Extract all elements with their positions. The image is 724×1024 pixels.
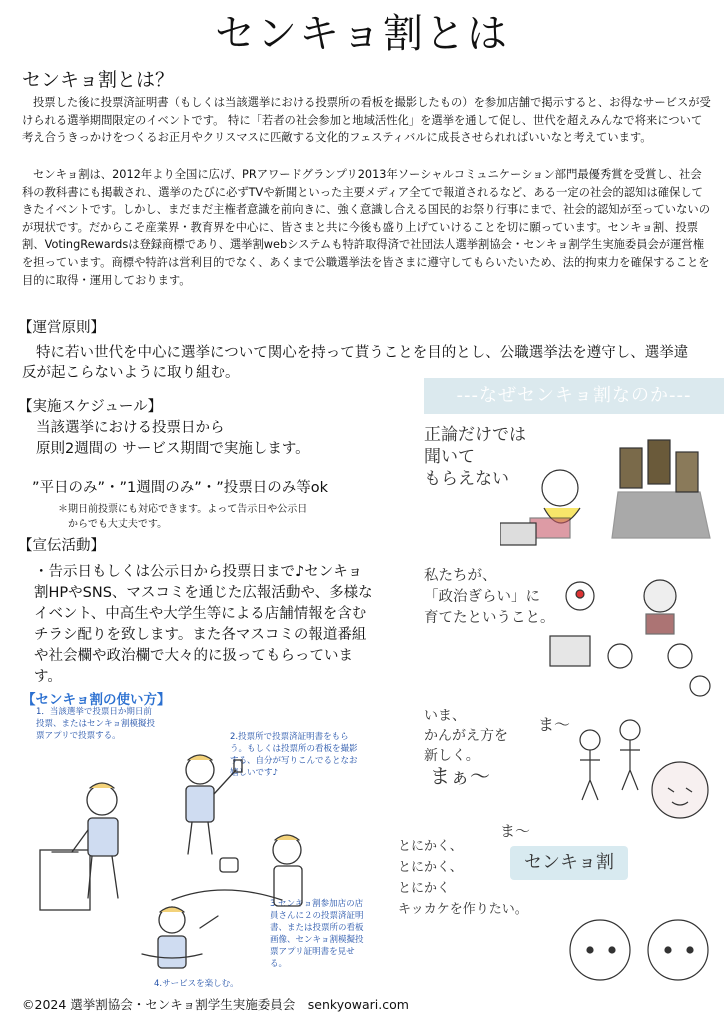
manga-panel-4-line-2: とにかく、 <box>398 860 463 875</box>
howto-title: 【センキョ割の使い方】 <box>22 692 171 708</box>
principle-heading: 【運営原則】 <box>18 320 105 336</box>
manga-panel-4-line-1: とにかく、 <box>398 839 463 854</box>
manga-panel-1-illustration <box>500 418 724 558</box>
page-title: センキョ割とは <box>215 11 509 57</box>
manga-header-text: ---なぜセンキョ割なのか--- <box>456 385 692 406</box>
person-2-head <box>186 756 214 784</box>
manga-panel-3-line-2: かんがえ方を <box>424 728 508 744</box>
howto-step-4: 4.サービスを楽しむ。 <box>154 979 239 989</box>
ballot-box-shape <box>40 850 90 910</box>
manga-panel-3-voice-3: まぁ～ <box>430 764 490 788</box>
promo-heading: 【宣伝活動】 <box>18 538 105 554</box>
schedule-line-2: 原則2週間の サービス期間で実施します。 <box>36 441 310 457</box>
schedule-line-1: 当該選挙における投票日から <box>36 420 225 436</box>
person-1-head <box>87 785 117 815</box>
principle-text: 特に若い世代を中心に選挙について関心を持って貰うことを目的とし、公職選挙法を遵守し、選挙違反が起こらないように取り組む。 <box>22 345 689 381</box>
schedule-note-1: ＊期日前投票にも対応できます。よって告示日や公示日 <box>58 504 308 515</box>
manga-panel-3-voice-1: ま～ <box>538 715 571 734</box>
howto-step-1: 1．当該選挙で投票日か期日前投票、またはセンキョ割模擬投票アプリで投票する。 <box>36 707 156 741</box>
footer: ©2024 選挙割協会・センキョ割学生実施委員会 senkyowari.com <box>22 997 409 1012</box>
manga-panel-4-line-3: とにかく <box>398 881 451 896</box>
manga-panel-3-line-3: 新しく。 <box>424 748 480 764</box>
manga-panel-1-line-2: 聞いて <box>424 447 475 467</box>
manga-panel-3-voice-2: ま～ <box>500 822 531 840</box>
manga-panel-2-line-3: 育てたということ。 <box>424 610 555 626</box>
cup-shape <box>220 858 238 872</box>
manga-panel-3-illustration <box>560 700 724 850</box>
manga-header <box>424 378 724 414</box>
howto-step-2: 2.投票所で投票済証明書をもらう。もしくは投票所の看板を撮影する、自分が写りこんでるとなお嬉しいです♪ <box>230 732 358 778</box>
manga-panel-2-line-2: 「政治ぎらい」に <box>424 589 540 605</box>
manga-logo: センキョ割 <box>510 846 628 880</box>
manga-panel-1-line-1: 正論だけでは <box>424 425 526 445</box>
manga-panel-4-line-4: キッカケを作りたい。 <box>398 902 528 917</box>
intro-heading: センキョ割とは？ <box>22 69 175 91</box>
manga-panel-2-illustration <box>540 556 724 706</box>
howto-step-3: 3.センキョ割参加店の店員さんに２の投票済証明書、または投票所の看板画像、センキョ割模擬投票アプリ証明書を見せる。 <box>270 899 364 969</box>
intro-paragraph-2: センキョ割は、2012年より全国に広げ、PRアワードグランプリ2013年ソーシャルコミュニケーション部門最優秀賞を受賞し、社会科の教科書にも掲載され、選挙のたびに必ずTVや新聞といった主要メディア全てで報道されるなど、ある一定の社会的認知は確保してきたイベントです。しかし、まだまだ主権者意識を前向きに、強く意識し合える国民的お祭り行事にまで、社会的認知が至っていないのが現状です。だからこそ産業界・教育界を中心に、皆さまと共に今後も盛り上げていけることを切に願っています。センキョ割、投票割、VotingRewardsは登録商標であり、選挙割webシステムも特許取得済で社団法人選挙割協会・センキョ割学生実施委員会が運営権を担っています。商標や特許は営利目的でなく、あくまで公職選挙法を皆さまに遵守してもらいたいため、法的拘束力を確保することを目的に取得・運用しております。 <box>22 168 710 287</box>
manga-panel-2-line-1: 私たちが、 <box>424 568 497 584</box>
schedule-heading: 【実施スケジュール】 <box>18 399 163 415</box>
intro-paragraph-1: 投票した後に投票済証明書（もしくは当該選挙における投票所の看板を撮影したもの）を参加店舗で掲示すると、お得なサービスが受けられる選挙期間限定のイベントです。 特に「若者の社会参加と地域活性化」を選挙を通して促し、世代を超えみんなで将来について考え合うきっかけをつくるお正月やクリスマスに匹敵する文化的フェスティバルに成長させられればいいなと考えています。 <box>22 96 711 145</box>
promo-text: ・告示日もしくは公示日から投票日まで♪センキョ割HPやSNS、マスコミを通じた広報活動や、多様なイベント、中高生や大学生等による店舗情報を含むチラシ配りを致します。また各マスコミの報道番組や社会欄や政治欄で大々的に扱ってもらっています。 <box>34 564 373 685</box>
manga-panel-3-line-1: いま、 <box>424 708 466 724</box>
schedule-options: ”平日のみ”・”1週間のみ”・”投票日のみ等ok <box>32 480 329 496</box>
manga-panel-1-line-3: もらえない <box>424 469 509 489</box>
howto-illustration <box>22 740 372 990</box>
schedule-note-2: からでも大丈夫です。 <box>68 519 168 530</box>
shop-staff-head <box>273 836 301 864</box>
manga-panel-4-illustration <box>560 900 724 1000</box>
